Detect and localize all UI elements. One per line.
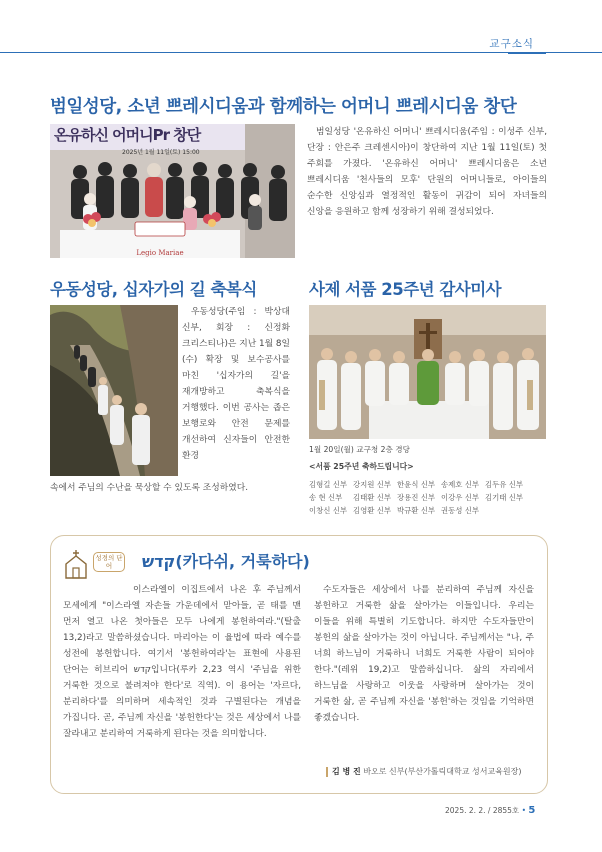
church-icon	[62, 548, 90, 580]
article3-photo	[309, 305, 546, 439]
article3-thanks-heading: <서품 25주년 축하드립니다>	[309, 462, 414, 471]
article3-title: 사제 서품 25주년 감사미사	[309, 280, 502, 299]
author-name: 김 병 진	[332, 767, 361, 776]
priest-name: 박규환 신부	[397, 506, 436, 515]
priest-name: 송제호 신부	[441, 480, 480, 489]
issue-info: 2025. 2. 2. / 2855호	[445, 806, 520, 815]
priest-name: 이강우 신부	[441, 493, 480, 502]
priest-name: 김태환 신부	[353, 493, 392, 502]
page-footer	[445, 805, 535, 816]
footer-dot: •	[521, 806, 527, 815]
article1-title: 범일성당, 소년 쁘레시디움과 함께하는 어머니 쁘레시디움 창단	[50, 97, 517, 117]
bible-word-badge: 성경의 단어	[93, 552, 125, 572]
priest-name: 한윤식 신부	[397, 480, 436, 489]
priest-name: 장용진 신부	[397, 493, 436, 502]
priest-name: 김형길 신부	[309, 480, 348, 489]
priest-name: 권동성 신부	[441, 506, 480, 515]
priest-name: 송 현 신부	[309, 493, 343, 502]
section-label: 교구소식	[489, 38, 534, 50]
article1-photo	[50, 124, 295, 258]
names-row	[309, 478, 529, 491]
priest-name: 김영환 신부	[353, 506, 392, 515]
article3-caption: 1월 20일(월) 교구청 2층 경당	[309, 445, 410, 454]
priests-photo-illustration	[309, 305, 546, 439]
header-tab-accent	[508, 52, 546, 54]
page-number: 5	[528, 805, 536, 816]
names-row	[309, 504, 529, 517]
priest-name: 강지원 신부	[353, 480, 392, 489]
photo-banner-text: 온유하신 어머니Pr 창단	[54, 126, 201, 144]
article2-body-tail: 속에서 주님의 수난을 묵상할 수 있도록 조성하였다.	[50, 483, 249, 493]
priest-name: 김기태 신부	[485, 493, 524, 502]
priest-name: 김두유 신부	[485, 480, 524, 489]
article1-body: 범일성당 '온유하신 어머니' 쁘레시디움(주임 : 이성주 신부, 단장 : 안은주 크레센시아)이 창단하여 지난 1월 11일(토) 첫 주회를 가졌다. '온유하신 어머니' 쁘레시디움은 소년 쁘레시디움 '천사들의 모후' 단원의 어머니들로, 아이들의 순수한 신앙심과 열정적인 활동이 귀감이 되어 자녀들의 신앙을 응원하고 함께 성장하기 위해 결성되었다.	[307, 127, 547, 217]
names-row	[309, 491, 529, 504]
bible-body-col2: 수도자들은 세상에서 나를 분리하여 주님께 자신을 봉헌하고 거룩한 삶을 살아가는 이들입니다. 우리는 이들을 위해 특별히 기도합니다. 하지만 수도자들만이 봉헌의 삶을 살아가는 것이 아닙니다. 주님께서는 "나, 주 너희 하느님이 거룩하니 너희도 거룩한 사람이 되어야 한다."(레위 19,2)고 말씀하십니다. 삶의 자리에서 하느님을 사랑하고 이웃을 사랑하며 살아가는 것이 거룩한 삶, 곧 주님께 자신을 '봉헌'하는 것임을 기억하면 좋겠습니다.	[314, 585, 534, 723]
article2-title: 우동성당, 십자가의 길 축복식	[50, 280, 257, 299]
article2-body-column: 우동성당(주임 : 박상대 신부, 회장 : 신정화 크리스티나)은 지난 1월 8일(수) 확장 및 보수공사를 마친 '십자가의 길'을 재개방하고 축복식을 거행했다. 이번 공사는 좁은 보행로와 안전 문제를 개선하여 신자들이 안전한 환경	[182, 307, 290, 461]
priest-name: 이창신 신부	[309, 506, 348, 515]
bible-body-col1: 이스라엘이 이집트에서 나온 후 주님께서 모세에게 "이스라엘 자손들 가운데에서 맏아들, 곧 태를 맨 먼저 열고 나온 첫아들은 모두 나에게 봉헌하여라."(탈출 13,2)라고 말씀하셨습니다. 마리아는 이 율법에 따라 예수를 성전에 봉헌합니다. 여기서 '봉헌하여라'는 표현에 사용된 단어는 히브리어 קדש입니다(루카 2,23 역시 '주님을 위한 거룩한 것으로 불려져야 한다'로 직역). 이 용어는 '자르다, 분리하다'를 의미하며 세속적인 것과 구별된다는 개념을 가집니다. 곧, 주님께 자신을 '봉헌한다'는 것은 세상에서 나를 잘라내고 분리하여 거룩하게 된다는 것을 의미합니다.	[63, 585, 301, 739]
author-info: 바오로 신부(부산가톨릭대학교 성서교육원장)	[363, 767, 522, 776]
bible-word-title: קדש(카다쉬, 거룩하다)	[142, 552, 310, 571]
author-line	[326, 766, 521, 777]
photo-banner-date: 2025년 1월 11일(토) 15:00	[122, 149, 200, 156]
article2-photo	[50, 305, 178, 476]
procession-illustration	[50, 305, 178, 476]
priest-names-list	[309, 478, 529, 517]
cake-text: Legio Mariae	[136, 249, 184, 257]
